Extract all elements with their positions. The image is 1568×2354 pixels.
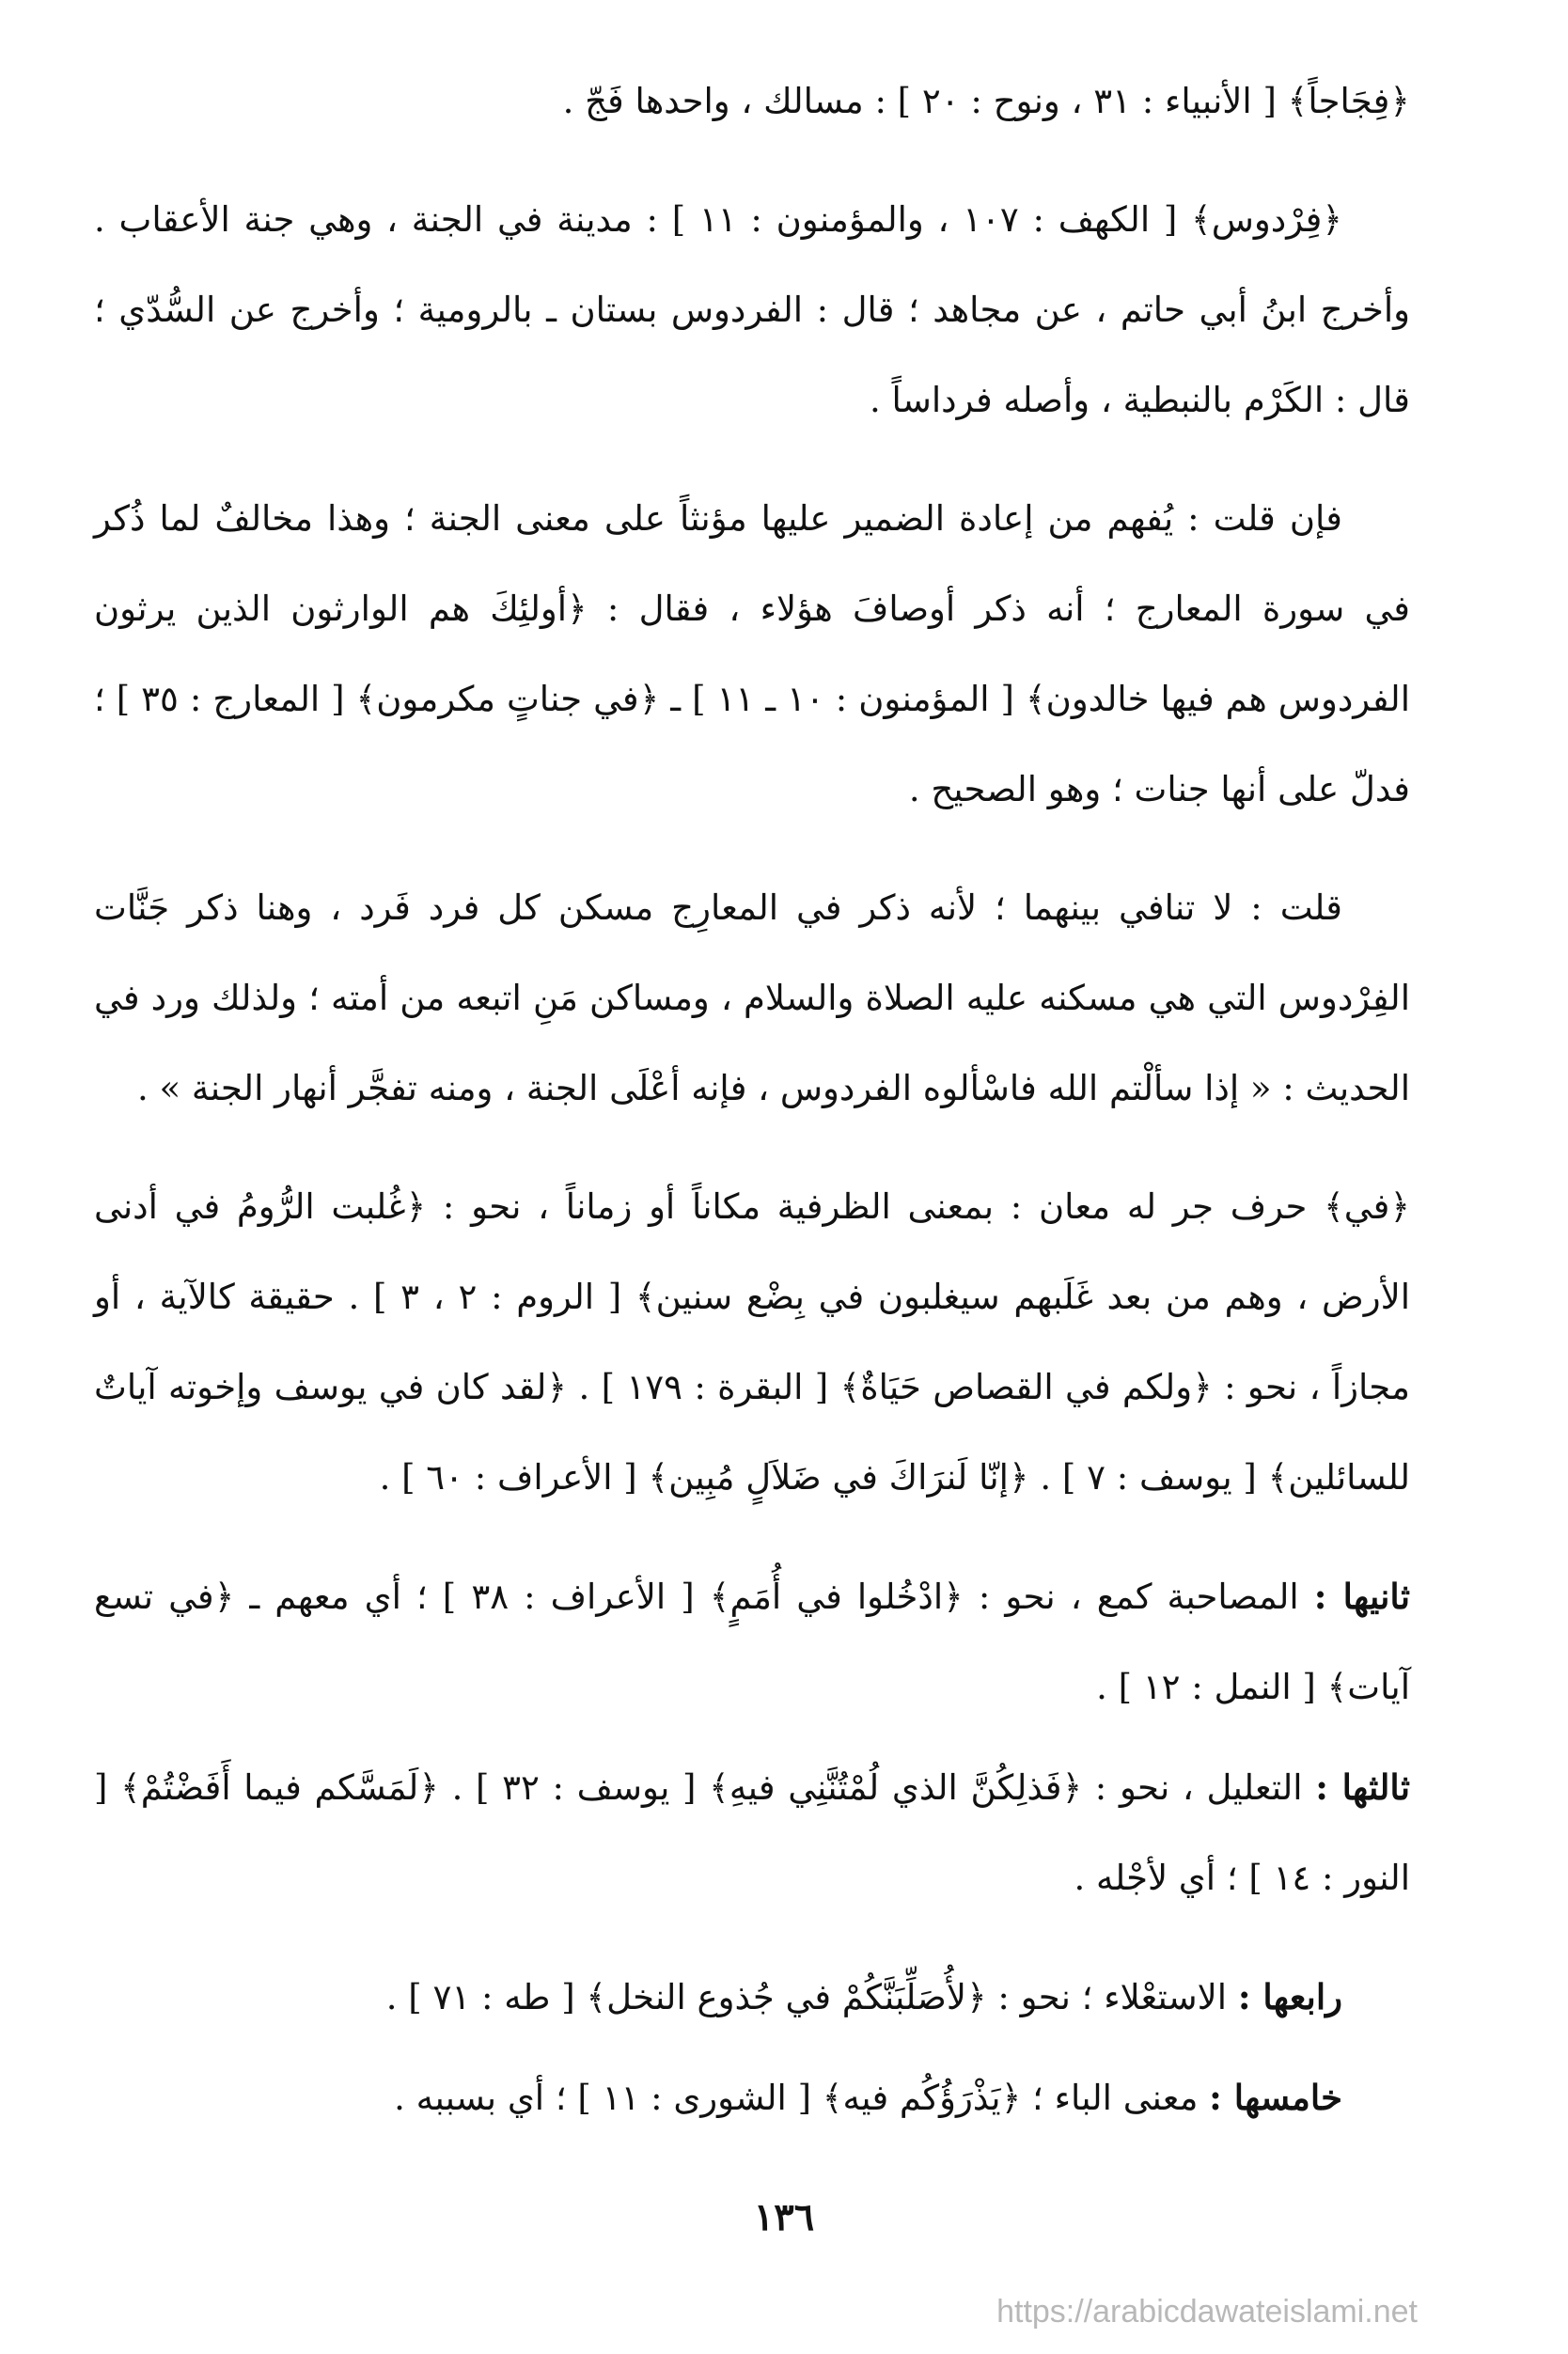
paragraph-lead: رابعها : [1237, 1976, 1342, 2017]
paragraph-third-meaning [94, 1742, 1410, 1923]
paragraph-lead: ثالثها : [1315, 1766, 1410, 1808]
paragraph-text: معنى الباء ؛ ﴿يَذْرَؤُكُم فيه﴾ [ الشورى : ١١ ] ؛ أي بسببه . [394, 2078, 1210, 2118]
paragraph-lead: ثانيها : [1313, 1576, 1411, 1617]
paragraph-text: فإن قلت : يُفهم من إعادة الضمير عليها مؤنثاً على معنى الجنة ؛ وهذا مخالفٌ لما ذُكر في سورة المعارج ؛ أنه ذكر أوصافَ هؤلاء ، فقال : ﴿أولئِكَ هم الوارثون الذين يرثون الفردوس هم فيها خالدون﴾ [ المؤمنون : ١٠ ـ ١١ ] ـ ﴿في جناتٍ مكرمون﴾ [ المعارج : ٣٥ ] ؛ فدلّ على أنها جنات ؛ وهو الصحيح . [94, 498, 1410, 809]
paragraph-question [94, 474, 1410, 835]
paragraph-second-meaning [94, 1551, 1410, 1733]
paragraph-text: الاستعْلاء ؛ نحو : ﴿لأُصَلِّبَنَّكُمْ في جُذوع النخل﴾ [ طه : ٧١ ] . [385, 1977, 1238, 2017]
paragraph-lead: خامسها : [1209, 2077, 1342, 2118]
page-body [94, 56, 1410, 2153]
paragraph-fourth-meaning [94, 1952, 1410, 2043]
paragraph-text: التعليل ، نحو : ﴿فَذلِكُنَّ الذي لُمْتُنَّنِي فيهِ﴾ [ يوسف : ٣٢ ] . ﴿لَمَسَّكم فيما أَفَضْتُمْ﴾ [ النور : ١٤ ] ؛ أي لأجْله . [94, 1767, 1410, 1898]
paragraph-text: قلت : لا تنافي بينهما ؛ لأنه ذكر في المعارِج مسكن كل فرد فَرد ، وهنا ذكر جَنَّات الفِرْدوس التي هي مسكنه عليه الصلاة والسلام ، ومساكن مَنِ اتبعه من أمته ؛ ولذلك ورد في الحديث : « إذا سألْتم الله فاسْألوه الفردوس ، فإنه أعْلَى الجنة ، ومنه تفجَّر أنهار الجنة » . [94, 887, 1410, 1108]
paragraph-firdaws [94, 175, 1410, 446]
paragraph-fi [94, 1162, 1410, 1523]
paragraph-text: ﴿فِجَاجاً﴾ [ الأنبياء : ٣١ ، ونوح : ٢٠ ] : مسالك ، واحدها فَجّ . [562, 81, 1410, 121]
paragraph-text: ﴿فِرْدوس﴾ [ الكهف : ١٠٧ ، والمؤمنون : ١١ ] : مدينة في الجنة ، وهي جنة الأعقاب . وأخرج ابنُ أبي حاتم ، عن مجاهد ؛ قال : الفردوس بستان ـ بالرومية ؛ وأخرج عن السُّدّي ؛ قال : الكَرْم بالنبطية ، وأصله فرداساً . [94, 199, 1410, 420]
paragraph-text: ﴿في﴾ حرف جر له معان : بمعنى الظرفية مكاناً أو زماناً ، نحو : ﴿غُلبت الرُّومُ في أدنى الأرض ، وهم من بعد غَلَبهم سيغلبون في بِضْع سنين﴾ [ الروم : ٢ ، ٣ ] . حقيقة كالآية ، أو مجازاً ، نحو : ﴿ولكم في القصاص حَيَاةٌ﴾ [ البقرة : ١٧٩ ] . ﴿لقد كان في يوسف وإخوته آياتٌ للسائلين﴾ [ يوسف : ٧ ] . ﴿إنّا لَنرَاكَ في ضَلاَلٍ مُبِين﴾ [ الأعراف : ٦٠ ] . [94, 1186, 1410, 1498]
paragraph-fijajan [94, 56, 1410, 147]
paragraph-answer [94, 863, 1410, 1134]
watermark-url: https://arabicdawateislami.net [996, 2294, 1418, 2330]
paragraph-text: المصاحبة كمع ، نحو : ﴿ادْخُلوا في أُمَمٍ﴾ [ الأعراف : ٣٨ ] ؛ أي معهم ـ ﴿في تسع آيات﴾ [ النمل : ١٢ ] . [94, 1577, 1410, 1707]
page-number: ١٣٦ [753, 2195, 815, 2239]
paragraph-fifth-meaning [94, 2052, 1410, 2143]
